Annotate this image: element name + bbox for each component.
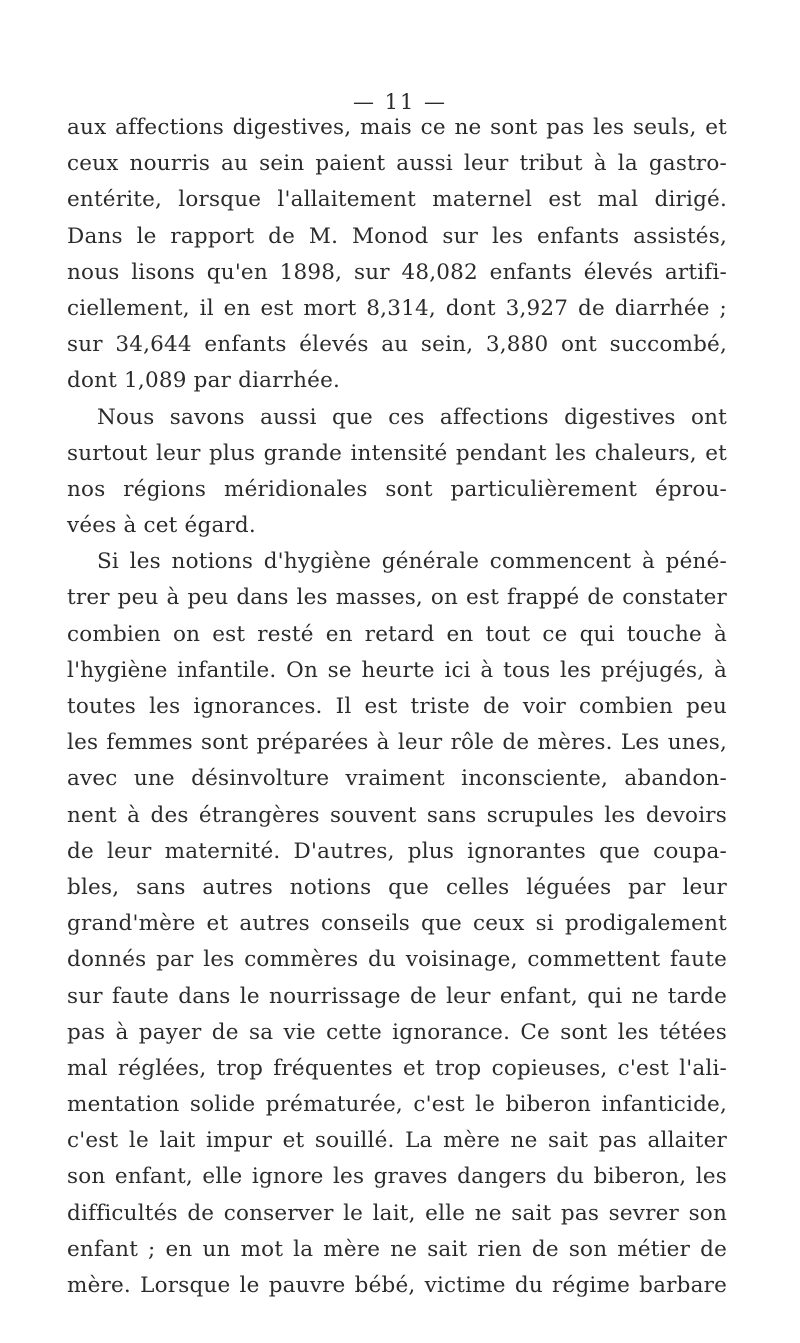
text-line: Dans le rapport de M. Monod sur les enfants assistés, (67, 223, 727, 249)
text-line: aux affections digestives, mais ce ne sont pas les seuls, et (67, 115, 727, 140)
text-line: pas à payer de sa vie cette ignorance. Ce sont les tétées (67, 1019, 727, 1045)
text-line: toutes les ignorances. Il est triste de voir combien peu (67, 694, 727, 719)
text-line: nos régions méridionales sont particulièrement éprou- (67, 476, 727, 502)
text-line: ciellement, il en est mort 8,314, dont 3,927 de diarrhée ; (67, 295, 727, 321)
text-line: mal réglées, trop fréquentes et trop copieuses, c'est l'ali- (67, 1055, 727, 1081)
text-line: l'hygiène infantile. On se heurte ici à tous les préjugés, à (67, 657, 727, 683)
body-text (67, 110, 727, 1304)
text-line: surtout leur plus grande intensité pendant les chaleurs, et (67, 440, 727, 466)
text-line: avec une désinvolture vraiment inconsciente, abandon- (67, 766, 727, 792)
text-line: les femmes sont préparées à leur rôle de mères. Les unes, (67, 730, 727, 756)
text-line: nent à des étrangères souvent sans scrupules les devoirs (67, 802, 727, 828)
text-line: trer peu à peu dans les masses, on est frappé de constater (67, 585, 727, 611)
text-line: son enfant, elle ignore les graves dangers du biberon, les (67, 1164, 727, 1190)
text-line: ceux nourris au sein paient aussi leur tribut à la gastro- (67, 151, 727, 177)
text-line: dont 1,089 par diarrhée. (67, 368, 341, 394)
text-line: mère. Lorsque le pauvre bébé, victime du régime barbare (67, 1273, 727, 1298)
text-line: donnés par les commères du voisinage, commettent faute (67, 947, 727, 973)
text-line: Nous savons aussi que ces affections digestives ont (97, 404, 727, 430)
text-line: nous lisons qu'en 1898, sur 48,082 enfants élevés artifi- (67, 259, 727, 285)
text-line: vées à cet égard. (67, 513, 256, 539)
text-line: bles, sans autres notions que celles léguées par leur (67, 874, 727, 900)
text-line: sur faute dans le nourrissage de leur enfant, qui ne tarde (67, 983, 727, 1009)
text-line: grand'mère et autres conseils que ceux si prodigalement (67, 911, 727, 937)
text-line: difficultés de conserver le lait, elle ne sait pas sevrer son (67, 1200, 727, 1226)
text-line: enfant ; en un mot la mère ne sait rien de son métier de (67, 1236, 727, 1262)
text-line: Si les notions d'hygiène générale commencent à péné- (97, 549, 727, 575)
text-line: entérite, lorsque l'allaitement maternel est mal dirigé. (67, 187, 727, 213)
text-line: sur 34,644 enfants élevés au sein, 3,880 ont succombé, (67, 332, 727, 358)
text-line: de leur maternité. D'autres, plus ignorantes que coupa- (67, 838, 727, 864)
page-number: — 11 — (352, 90, 448, 114)
text-line: mentation solide prématurée, c'est le biberon infanticide, (67, 1092, 727, 1118)
text-line: combien on est resté en retard en tout ce qui touche à (67, 621, 727, 647)
text-line: c'est le lait impur et souillé. La mère ne sait pas allaiter (67, 1128, 727, 1154)
